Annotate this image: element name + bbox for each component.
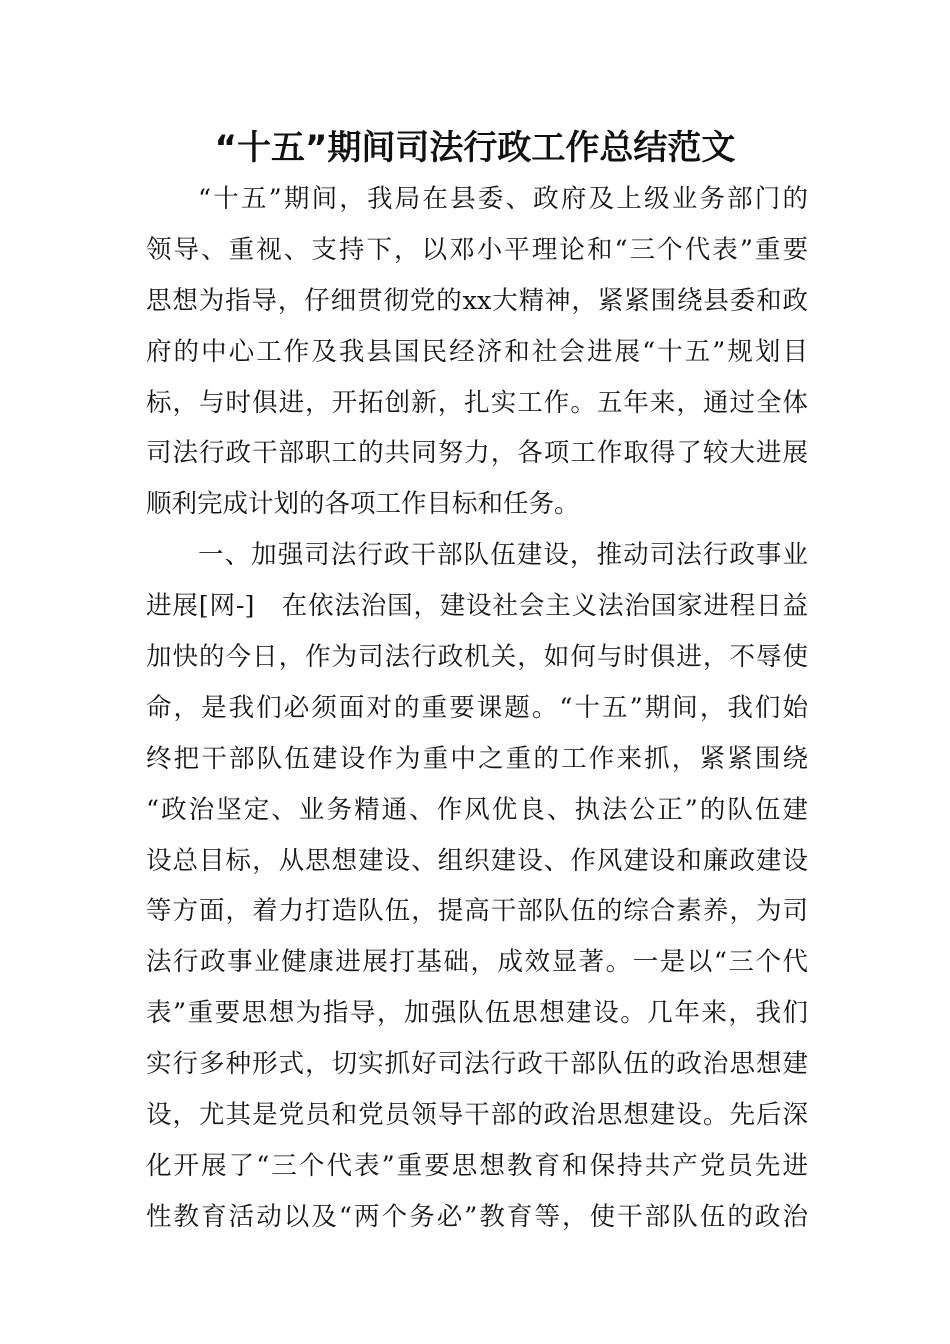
paragraph-line: 实行多种形式，切实抓好司法行政干部队伍的政治思想建 [146,1049,808,1080]
paragraph-line: “十五”期间，我局在县委、政府及上级业务部门的 [198,184,808,214]
paragraph-line: 思想为指导，仔细贯彻党的xx大精神，紧紧围绕县委和政 [146,285,808,316]
paragraph-line: 领导、重视、支持下，以邓小平理论和“三个代表”重要 [146,234,808,265]
paragraph-line: 进展[网-] 在依法治国，建设社会主义法治国家进程日益 [146,591,808,622]
paragraph-line: 司法行政干部职工的共同努力，各项工作取得了较大进展 [146,438,808,469]
paragraph-line: “政治坚定、业务精通、作风优良、执法公正”的队伍建 [146,794,808,825]
paragraph-line: 性教育活动以及“两个务必”教育等，使干部队伍的政治 [146,1201,808,1232]
document-body [146,174,808,1243]
paragraph-line: 法行政事业健康进展打基础，成效显著。一是以“三个代 [146,947,808,978]
paragraph-line: 加快的今日，作为司法行政机关，如何与时俱进，不辱使 [146,642,808,673]
paragraph-line: 等方面，着力打造队伍，提高干部队伍的综合素养，为司 [146,896,808,927]
paragraph-line: 命，是我们必须面对的重要课题。“十五”期间，我们始 [146,692,808,723]
paragraph-line: 表”重要思想为指导，加强队伍思想建设。几年来，我们 [146,998,808,1029]
paragraph-line: 一、加强司法行政干部队伍建设，推动司法行政事业 [198,540,808,571]
paragraph-line: 标，与时俱进，开拓创新，扎实工作。五年来，通过全体 [146,387,808,418]
paragraph-line: 终把干部队伍建设作为重中之重的工作来抓，紧紧围绕 [146,743,808,774]
paragraph-line: 设总目标，从思想建设、组织建设、作风建设和廉政建设 [146,845,808,876]
document-title: “十五”期间司法行政工作总结范文 [214,128,736,168]
paragraph-line: 府的中心工作及我县国民经济和社会进展“十五”规划目 [146,336,808,367]
paragraph-line: 设，尤其是党员和党员领导干部的政治思想建设。先后深 [146,1100,808,1131]
paragraph-line: 顺利完成计划的各项工作目标和任务。 [146,489,580,520]
paragraph-line: 化开展了“三个代表”重要思想教育和保持共产党员先进 [146,1150,808,1181]
